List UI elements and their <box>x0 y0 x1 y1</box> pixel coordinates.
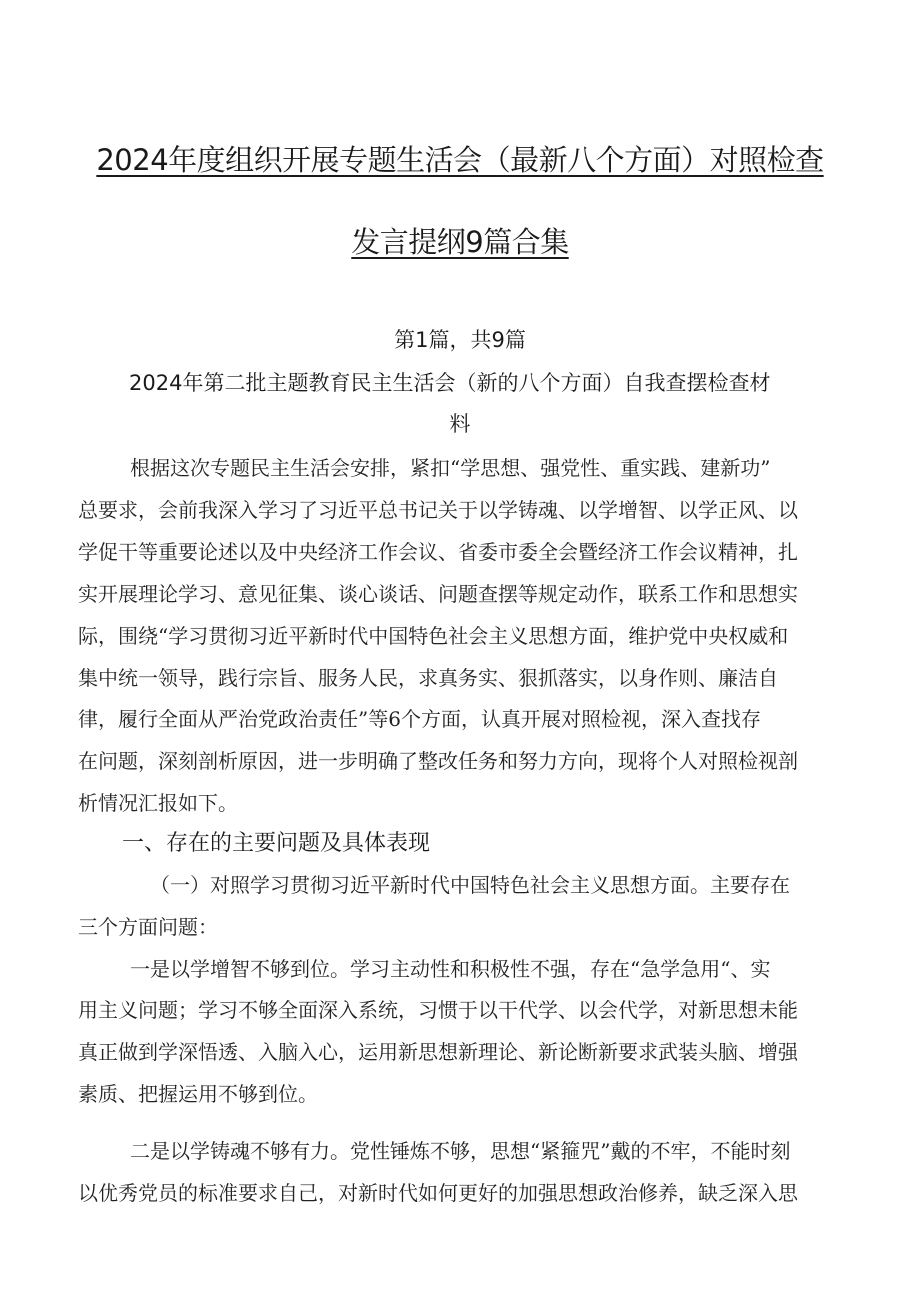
intro-line: 根据这次专题民主生活会安排，紧扣“学思想、强党性、重实践、建新功” <box>130 456 771 480</box>
intro-line: 在问题，深刻剖析原因，进一步明确了整改任务和努力方向，现将个人对照检视剖 <box>78 749 798 773</box>
point2-line: 二是以学铸魂不够有力。党性锤炼不够，思想“紧箍咒”戴的不牢，不能时刻 <box>130 1139 791 1163</box>
intro-line: 学促干等重要论述以及中央经济工作会议、省委市委全会暨经济工作会议精神，扎 <box>78 540 798 564</box>
intro-line: 际，围绕“学习贯彻习近平新时代中国特色社会主义思想方面，维护党中央权威和 <box>78 624 789 648</box>
document-title-line-1: 2024年度组织开展专题生活会（最新八个方面）对照检查 <box>96 143 824 177</box>
article-title-line-2: 料 <box>449 412 471 436</box>
intro-line: 实开展理论学习、意见征集、谈心谈话、问题查摆等规定动作，联系工作和思想实 <box>78 582 798 606</box>
point1-line: 真正做到学深悟透、入脑入心，运用新思想新理论、新论断新要求武装头脑、增强 <box>78 1040 798 1064</box>
intro-line: 总要求，会前我深入学习了习近平总书记关于以学铸魂、以学增智、以学正风、以 <box>78 498 798 522</box>
point2-line: 以优秀党员的标准要求自己，对新时代如何更好的加强思想政治修养，缺乏深入思 <box>78 1181 798 1205</box>
subsection-line: 三个方面问题： <box>78 915 218 939</box>
intro-line: 析情况汇报如下。 <box>78 791 238 815</box>
point1-line: 用主义问题；学习不够全面深入系统，习惯于以干代学、以会代学，对新思想未能 <box>78 998 798 1022</box>
point1-line: 一是以学增智不够到位。学习主动性和积极性不强，存在“急学急用“、实 <box>130 957 771 981</box>
point1-line: 素质、把握运用不够到位。 <box>78 1082 318 1106</box>
article-title-line-1: 2024年第二批主题教育民主生活会（新的八个方面）自我查摆检查材 <box>129 371 771 395</box>
intro-line: 集中统一领导，践行宗旨、服务人民，求真务实、狠抓落实，以身作则、廉洁自 <box>78 666 778 690</box>
part-label: 第1篇，共9篇 <box>394 328 526 352</box>
section-heading: 一、存在的主要问题及具体表现 <box>122 831 431 856</box>
intro-line: 律，履行全面从严治党政治责任”等6个方面，认真开展对照检视，深入查找存 <box>78 707 761 731</box>
subsection-line: （一）对照学习贯彻习近平新时代中国特色社会主义思想方面。主要存在 <box>150 873 790 897</box>
document-title-line-2: 发言提纲9篇合集 <box>351 225 569 259</box>
